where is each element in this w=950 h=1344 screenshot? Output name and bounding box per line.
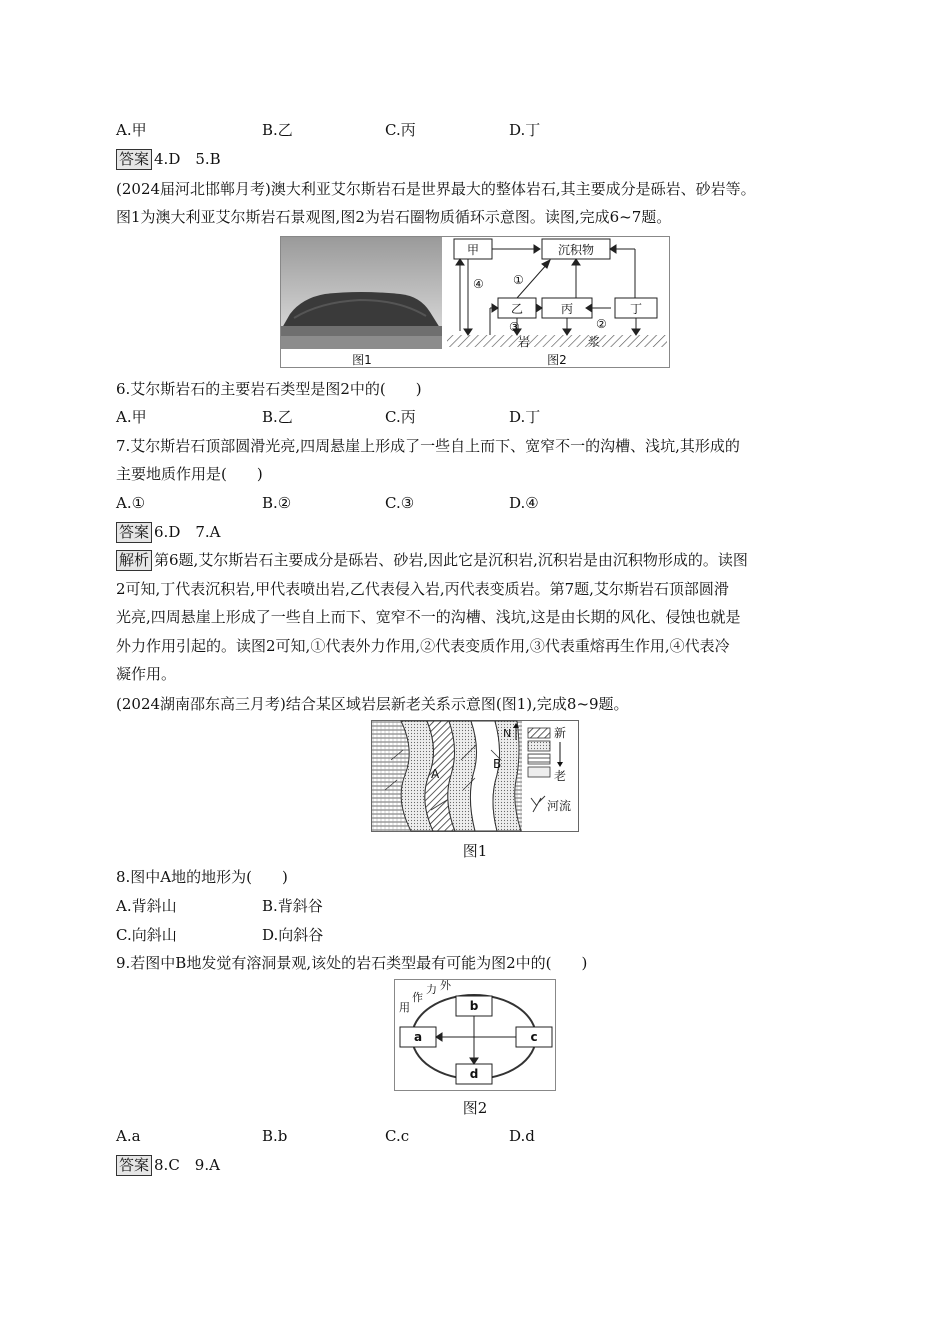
- intro-89: (2024湖南邵东高三月考)结合某区域岩层新老关系示意图(图1),完成8~9题。: [116, 695, 629, 713]
- north-label: N: [503, 727, 512, 740]
- answer-67: [116, 521, 221, 543]
- legend-old: 老: [554, 769, 567, 783]
- option-b: B.b: [262, 1127, 288, 1145]
- analysis-text-1: 第6题,艾尔斯岩石主要成分是砾岩、砂岩,因此它是沉积岩,沉积岩是由沉积物形成的。读图: [154, 551, 748, 569]
- label-sediment: 沉积物: [557, 243, 595, 257]
- answer-text: 6.D 7.A: [154, 523, 221, 541]
- ext-char-3: 力: [426, 983, 437, 996]
- option-d: D.④: [509, 494, 539, 512]
- question-8: 8.图中A地的地形为( ): [116, 868, 288, 886]
- num-4: ④: [473, 277, 484, 291]
- option-b: B.乙: [262, 121, 293, 139]
- num-1: ①: [513, 273, 524, 287]
- ext-char-1: 用: [399, 1001, 410, 1014]
- caption-fig1: 图1: [352, 353, 372, 367]
- option-c: C.丙: [385, 408, 416, 426]
- analysis-tag: 解析: [116, 550, 152, 571]
- num-3: ③: [509, 320, 520, 334]
- intro-67-line1: (2024届河北邯郸月考)澳大利亚艾尔斯岩石是世界最大的整体岩石,其主要成分是砾岩、砂岩等。: [116, 180, 756, 198]
- intro-67-line2: 图1为澳大利亚艾尔斯岩石景观图,图2为岩石圈物质循环示意图。读图,完成6~7题。: [116, 208, 672, 226]
- option-c: C.向斜山: [116, 926, 177, 944]
- question-7-line2: 主要地质作用是( ): [116, 465, 263, 483]
- figure-abcd-svg: [394, 979, 556, 1091]
- num-2: ②: [596, 317, 607, 331]
- option-a: A.背斜山: [116, 897, 177, 915]
- label-d: d: [469, 1067, 479, 1081]
- answer-89: [116, 1154, 220, 1176]
- option-b: B.②: [262, 494, 292, 512]
- option-c: C.③: [385, 494, 415, 512]
- legend-new: 新: [554, 726, 567, 740]
- analysis-line5: 凝作用。: [116, 665, 177, 683]
- figure-rock-cycle-svg: [280, 236, 670, 368]
- answer-text: 4.D 5.B: [154, 150, 221, 168]
- ext-char-2: 作: [412, 991, 423, 1004]
- label-yi: 乙: [510, 302, 524, 316]
- analysis-line2: 2可知,丁代表沉积岩,甲代表喷出岩,乙代表侵入岩,丙代表变质岩。第7题,艾尔斯岩石顶部圆滑: [116, 580, 729, 598]
- figure-abcd-cycle: [394, 979, 556, 1091]
- label-a: A: [431, 767, 440, 781]
- analysis-line1: [116, 549, 748, 571]
- option-a: A.甲: [116, 121, 147, 139]
- question-9: 9.若图中B地发觉有溶洞景观,该处的岩石类型最有可能为图2中的( ): [116, 954, 588, 972]
- label-c: c: [530, 1030, 538, 1044]
- legend-river: 河流: [547, 799, 572, 813]
- legend-swatch-3: [528, 754, 550, 764]
- option-b: B.背斜谷: [262, 897, 323, 915]
- option-b: B.乙: [262, 408, 293, 426]
- question-6: 6.艾尔斯岩石的主要岩石类型是图2中的( ): [116, 380, 422, 398]
- answer-text: 8.C 9.A: [154, 1156, 220, 1174]
- label-ding: 丁: [629, 302, 643, 316]
- answer-tag: 答案: [116, 522, 152, 543]
- answer-tag: 答案: [116, 1155, 152, 1176]
- answer-tag: 答案: [116, 149, 152, 170]
- figure-strata-map: [371, 720, 579, 832]
- legend-swatch-1: [528, 728, 550, 738]
- option-c: C.丙: [385, 121, 416, 139]
- option-a: A.a: [116, 1127, 141, 1145]
- caption-fig2: 图2: [547, 353, 567, 367]
- option-a: A.①: [116, 494, 146, 512]
- option-d: D.向斜谷: [262, 926, 324, 944]
- option-a: A.甲: [116, 408, 147, 426]
- figure-rock-cycle: [280, 236, 670, 368]
- question-7-line1: 7.艾尔斯岩石顶部圆滑光亮,四周悬崖上形成了一些自上而下、宽窄不一的沟槽、浅坑,其形成的: [116, 437, 740, 455]
- analysis-line4: 外力作用引起的。读图2可知,①代表外力作用,②代表变质作用,③代表重熔再生作用,④代表冷: [116, 637, 730, 655]
- option-d: D.丁: [509, 408, 541, 426]
- ayers-rock-photo: [281, 237, 442, 349]
- figure-strata-svg: [371, 720, 579, 832]
- label-b: b: [469, 999, 479, 1013]
- option-d: D.丁: [509, 121, 541, 139]
- ext-char-4: 外: [440, 979, 451, 992]
- label-a: a: [413, 1030, 423, 1044]
- answer-45: [116, 148, 221, 170]
- caption-abcd: 图2: [462, 1099, 488, 1117]
- analysis-line3: 光亮,四周悬崖上形成了一些自上而下、宽窄不一的沟槽、浅坑,这是由长期的风化、侵蚀也就是: [116, 608, 741, 626]
- caption-strata: 图1: [462, 842, 488, 860]
- magma-label-2: 浆: [588, 335, 601, 349]
- option-c: C.c: [385, 1127, 410, 1145]
- label-jia: 甲: [466, 243, 480, 257]
- label-b: B: [493, 757, 502, 771]
- legend-swatch-2: [528, 741, 550, 751]
- label-bing: 丙: [560, 302, 574, 316]
- legend-swatch-4: [528, 767, 550, 777]
- option-d: D.d: [509, 1127, 535, 1145]
- magma-layer: [447, 335, 667, 347]
- magma-label-1: 岩: [518, 335, 531, 349]
